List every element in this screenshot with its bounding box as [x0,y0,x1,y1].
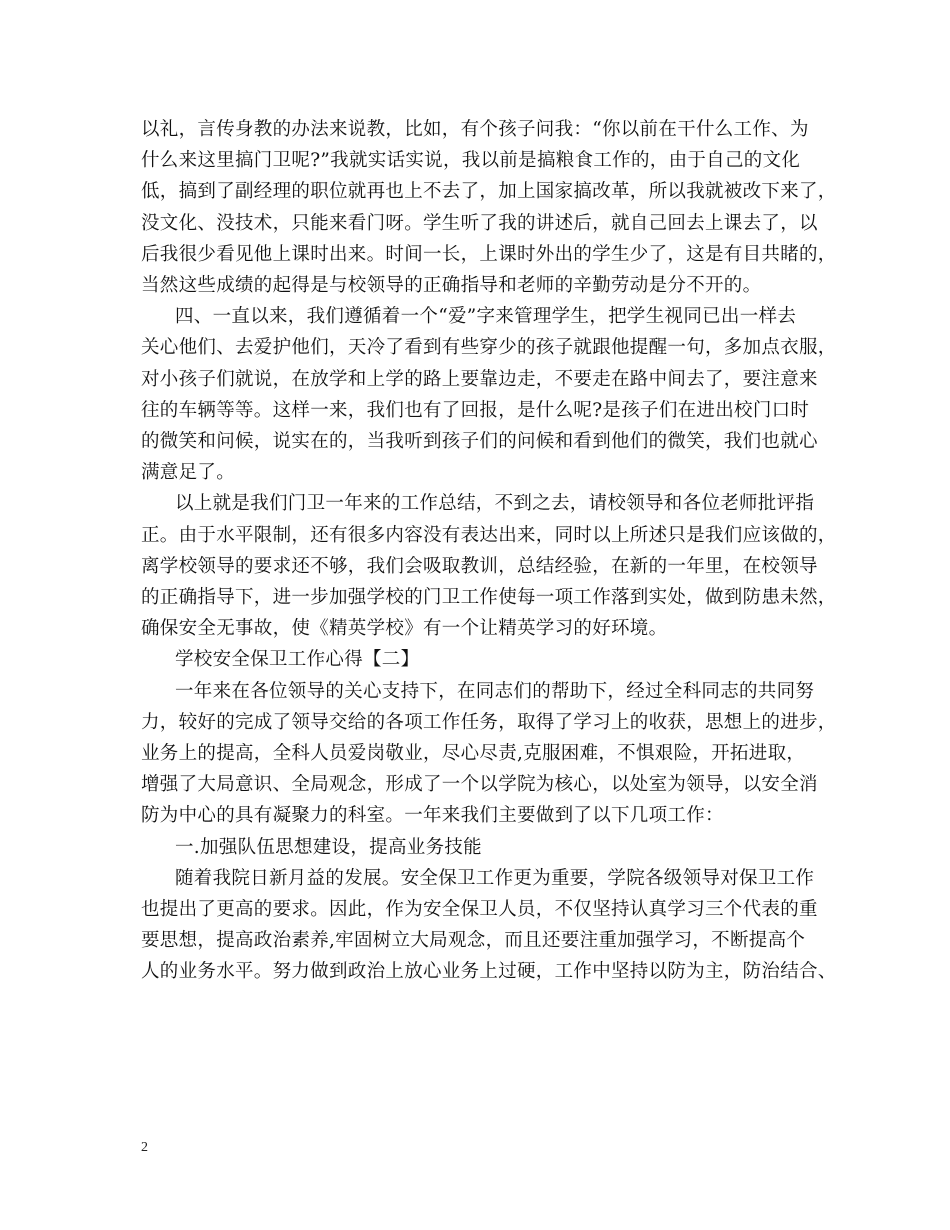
text-line: 确保安全无事故，使《精英学校》有一个让精英学习的好环境。 [141,618,668,640]
document-body [141,114,837,988]
paragraph-p7 [141,863,837,988]
text-line: 满意足了。 [141,462,236,484]
paragraph-p6 [141,832,831,863]
text-line: 对小孩子们就说，在放学和上学的路上要靠边走，不要走在路中间去了，要注意来 [141,368,818,390]
text-line: 往的车辆等等。这样一来，我们也有了回报，是什么呢?是孩子们在进出校门口时 [141,399,810,421]
text-line: 业务上的提高，全科人员爱岗敬业，尽心尽责,克服困难，不惧艰险，开拓进取， [141,743,806,765]
text-line: 离学校领导的要求还不够，我们会吸取教训，总结经验，在新的一年里，在校领导 [141,555,818,577]
text-line: 一年来在各位领导的关心支持下，在同志们的帮助下，经过全科同志的共同努 [175,680,815,702]
text-line: 增强了大局意识、全局观念，形成了一个以学院为核心，以处室为领导，以安全消 [141,774,818,796]
text-line: 没文化、没技术，只能来看门呀。学生听了我的讲述后，就自己回去上课去了，以 [141,212,818,234]
text-line: 低，搞到了副经理的职位就再也上不去了，加上国家搞改革，所以我就被改下来了， [141,181,837,203]
text-line: 什么来这里搞门卫呢?”我就实话实说，我以前是搞粮食工作的，由于自己的文化 [141,150,801,172]
paragraph-p4 [141,644,831,675]
page-number: 2 [141,1140,148,1155]
text-line: 的微笑和问候，说实在的，当我听到孩子们的问候和看到他们的微笑，我们也就心 [141,431,818,453]
text-line: 的正确指导下，进一步加强学校的门卫工作使每一项工作落到实处，做到防患未然， [141,587,837,609]
text-line: 随着我院日新月益的发展。安全保卫工作更为重要，学院各级领导对保卫工作 [175,867,815,889]
text-line: 以上就是我们门卫一年来的工作总结，不到之去，请校领导和各位老师批评指 [175,493,815,515]
text-line: 当然这些成绩的起得是与校领导的正确指导和老师的辛勤劳动是分不开的。 [141,275,762,297]
text-line: 关心他们、去爱护他们，天冷了看到有些穿少的孩子就跟他提醒一句，多加点衣服， [141,337,837,359]
text-line: 也提出了更高的要求。因此，作为安全保卫人员，不仅坚持认真学习三个代表的重 [141,899,818,921]
paragraph-p1 [141,114,837,301]
paragraph-p3 [141,488,837,644]
paragraph-p5 [141,676,837,832]
text-line: 防为中心的具有凝聚力的科室。一年来我们主要做到了以下几项工作： [141,805,724,827]
text-line: 力，较好的完成了领导交给的各项工作任务，取得了学习上的收获，思想上的进步， [141,711,837,733]
paragraph-p2 [141,301,837,488]
text-line: 以礼，言传身教的办法来说教，比如，有个孩子问我：“你以前在干什么工作、为 [141,119,809,140]
text-line: 四、一直以来，我们遵循着一个“爱”字来管理学生，把学生视同已出一样去 [175,306,797,328]
text-line: 要思想，提高政治素养,牢固树立大局观念，而且还要注重加强学习，不断提高个 [141,930,806,952]
text-line: 后我很少看见他上课时出来。时间一长，上课时外出的学生少了，这是有目共睹的， [141,243,837,265]
text-line: 学校安全保卫工作心得【二】 [175,649,420,671]
text-line: 人的业务水平。努力做到政治上放心业务上过硬，工作中坚持以防为主，防治结合、 [141,961,837,983]
text-line: 一.加强队伍思想建设，提高业务技能 [175,836,482,858]
text-line: 正。由于水平限制，还有很多内容没有表达出来，同时以上所述只是我们应该做的， [141,524,837,546]
